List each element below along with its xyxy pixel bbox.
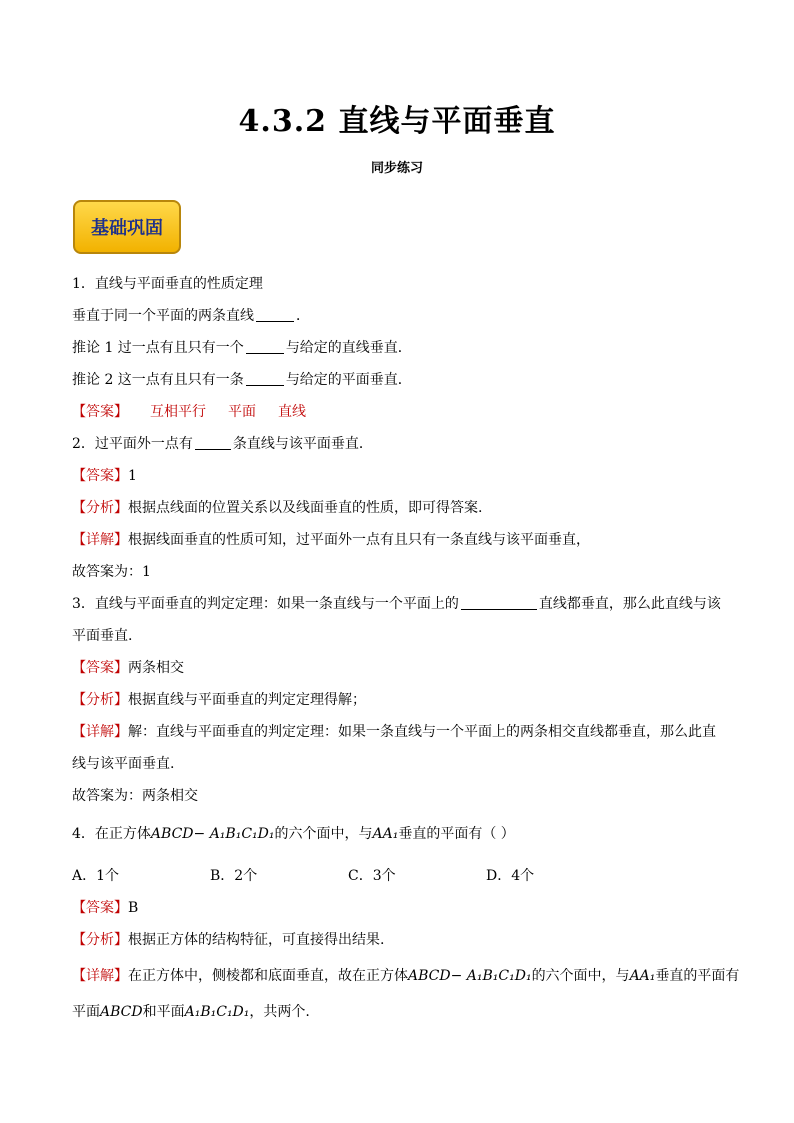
analysis-label: 【分析】 xyxy=(72,500,128,516)
q3-stem-end: 直线都垂直，那么此直线与该 xyxy=(538,596,721,612)
answer-blank xyxy=(195,435,231,450)
page-subtitle: 同步练习 xyxy=(370,161,423,176)
answer-label: 【答案】 xyxy=(72,900,128,916)
q1-line3-text: 推论 2 这一点有且只有一条 xyxy=(72,372,244,388)
detail-text: 根据线面垂直的性质可知，过平面外一点有且只有一条直线与该平面垂直， xyxy=(128,532,590,548)
q3-stem xyxy=(72,588,722,620)
answer-label: 【答案】 xyxy=(72,660,128,676)
analysis-text: 根据直线与平面垂直的判定定理得解； xyxy=(128,692,366,708)
q2-answer xyxy=(72,460,722,492)
answer-label: 【答案】 xyxy=(72,468,128,484)
detail-text: ，共两个. xyxy=(249,1004,310,1020)
section-badge: 基础巩固 xyxy=(73,200,181,254)
q4-detail xyxy=(72,960,740,992)
q4-stem-end: 垂直的平面有（ ） xyxy=(398,826,515,842)
q1-line2 xyxy=(72,332,722,364)
answer-blank xyxy=(256,307,294,322)
q3-analysis xyxy=(72,684,722,716)
cube-notation: ABCD− A₁B₁C₁D₁ xyxy=(408,968,532,984)
q2-detail xyxy=(72,524,722,556)
q3-detail xyxy=(72,716,722,748)
answer-label: 【答案】 xyxy=(72,404,128,420)
choice-a: A．1个 xyxy=(72,868,120,884)
q4-analysis xyxy=(72,924,722,956)
answer-blank xyxy=(246,339,284,354)
choice-d: D．4个 xyxy=(486,868,535,884)
detail-label: 【详解】 xyxy=(72,532,128,548)
answer-blank xyxy=(246,371,284,386)
q2-analysis xyxy=(72,492,722,524)
analysis-label: 【分析】 xyxy=(72,932,128,948)
face-notation: A₁B₁C₁D₁ xyxy=(184,1004,250,1020)
exercise-content xyxy=(72,268,740,1028)
cube-notation: ABCD− A₁B₁C₁D₁ xyxy=(150,826,275,842)
detail-label: 【详解】 xyxy=(72,724,128,740)
q3-answer xyxy=(72,652,722,684)
answer-value: 两条相交 xyxy=(128,660,184,676)
detail-text: 垂直的平面有 xyxy=(655,968,740,984)
analysis-text: 根据点线面的位置关系以及线面垂直的性质，即可得答案. xyxy=(128,500,483,516)
q1-line1-end: ． xyxy=(296,308,310,324)
q1-line3-end: 与给定的平面垂直． xyxy=(285,372,412,388)
q1-line2-text: 推论 1 过一点有且只有一个 xyxy=(72,340,244,356)
answer-value: 互相平行 xyxy=(150,404,206,420)
q3-stem-cont: 平面垂直. xyxy=(72,628,133,644)
q4-stem-mid: 的六个面中，与 xyxy=(274,826,373,842)
edge-notation: AA₁ xyxy=(629,968,656,984)
face-notation: ABCD xyxy=(100,1004,143,1020)
q1-line3 xyxy=(72,364,722,396)
answer-value: B xyxy=(128,900,139,916)
q4-choices xyxy=(72,860,722,892)
detail-text: 的六个面中，与 xyxy=(531,968,630,984)
q1-answer xyxy=(72,396,722,428)
q1-line1-text: 垂直于同一个平面的两条直线 xyxy=(72,308,254,324)
q4-stem xyxy=(72,818,722,850)
answer-value: 直线 xyxy=(278,404,306,420)
q4-stem-text: 4．在正方体 xyxy=(72,826,151,842)
choice-c: C．3个 xyxy=(348,868,396,884)
q2-stem-text: 2．过平面外一点有 xyxy=(72,436,193,452)
page-title: 4.3.2 直线与平面垂直 xyxy=(238,104,556,139)
q3-conclusion: 故答案为：两条相交 xyxy=(72,788,198,804)
q2-stem-end: 条直线与该平面垂直． xyxy=(232,436,373,452)
choice-b: B．2个 xyxy=(210,868,258,884)
analysis-text: 根据正方体的结构特征，可直接得出结果. xyxy=(128,932,385,948)
q1-stem: 1．直线与平面垂直的性质定理 xyxy=(72,276,263,292)
edge-notation: AA₁ xyxy=(372,826,399,842)
q3-stem-text: 3．直线与平面垂直的判定定理：如果一条直线与一个平面上的 xyxy=(72,596,459,612)
detail-label: 【详解】 xyxy=(72,968,128,984)
answer-value: 平面 xyxy=(228,404,256,420)
analysis-label: 【分析】 xyxy=(72,692,128,708)
detail-text: 和平面 xyxy=(142,1004,185,1020)
q4-answer xyxy=(72,892,722,924)
q4-detail-cont xyxy=(72,996,722,1028)
q2-conclusion: 故答案为：1 xyxy=(72,564,151,580)
q3-detail-cont: 线与该平面垂直. xyxy=(72,756,175,772)
detail-text: 解：直线与平面垂直的判定定理：如果一条直线与一个平面上的两条相交直线都垂直，那么此直 xyxy=(128,724,716,740)
answer-blank xyxy=(461,595,537,610)
detail-text: 平面 xyxy=(72,1004,100,1020)
q2-stem xyxy=(72,428,722,460)
answer-value: 1 xyxy=(128,468,137,484)
q1-line2-end: 与给定的直线垂直． xyxy=(285,340,412,356)
detail-text: 在正方体中，侧棱都和底面垂直，故在正方体 xyxy=(128,968,408,984)
q1-line1 xyxy=(72,300,722,332)
